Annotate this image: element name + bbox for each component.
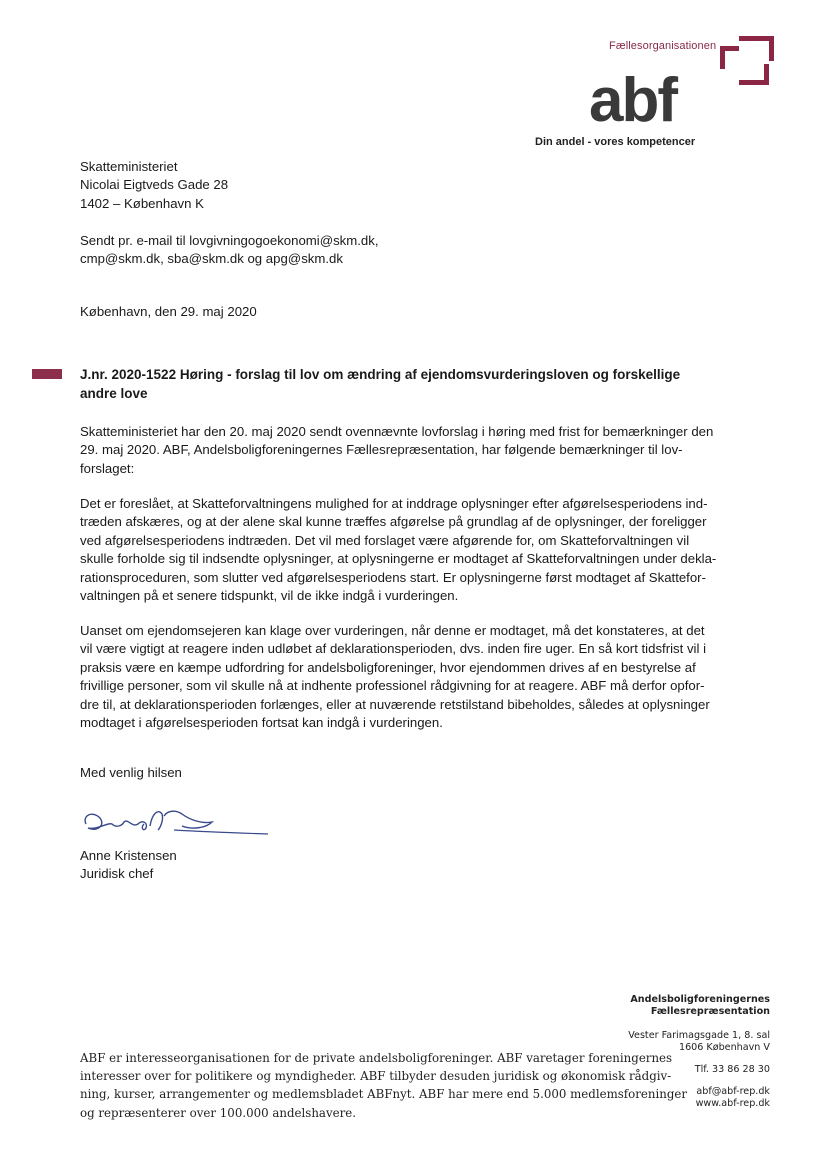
- logo-wordmark: abf: [589, 66, 676, 135]
- body-line: frivillige personer, som vil skulle nå at indhente professionel rådgivning for at reagere. ABF må derfor opfor-: [80, 678, 705, 694]
- recipient-line: Skatteministeriet: [80, 159, 178, 174]
- sent-via-line: Sendt pr. e-mail til lovgivningogoekonomi@skm.dk,: [80, 233, 379, 248]
- recipient-address: [80, 158, 228, 213]
- body-line: dre til, at deklarationsperioden forlænges, eller at nuværende retstilstand bibeholdes, således at oplysninger: [80, 696, 710, 712]
- subject-line: J.nr. 2020-1522 Høring - forslag til lov om ændring af ejendomsvurderingsloven og forskellige: [80, 367, 681, 382]
- date-line: København, den 29. maj 2020: [80, 304, 257, 319]
- contact-address-line: 1606 København V: [678, 1042, 770, 1053]
- sent-via-line: cmp@skm.dk, sba@skm.dk og apg@skm.dk: [80, 251, 343, 267]
- body-paragraph-1: [80, 423, 713, 478]
- contact-email[interactable]: abf@abf-rep.dk: [696, 1086, 770, 1097]
- contact-address-line: Vester Farimagsgade 1, 8. sal: [628, 1030, 770, 1041]
- footer-about-line: og repræsenterer over 100.000 andelshavere.: [80, 1105, 356, 1120]
- sent-via: [80, 232, 379, 269]
- handwritten-signature: [78, 800, 278, 842]
- body-line: valtningen på et senere tidspunkt, vil de ikke indgå i vurderingen.: [80, 588, 459, 604]
- logo-tagline: Din andel - vores kompetencer: [535, 136, 696, 148]
- recipient-line: 1402 – København K: [80, 195, 204, 211]
- footer-about: [80, 1049, 687, 1122]
- contact-phone: Tlf. 33 86 28 30: [694, 1064, 770, 1075]
- contact-org-line: Fællesrepræsentation: [650, 1006, 770, 1017]
- body-line: vil være vigtigt at reagere inden udløbet af deklarationsperioden, dvs. inden fire uger. En så kort tidsfrist vil i: [80, 641, 706, 657]
- body-line: Skatteministeriet har den 20. maj 2020 sendt ovennævnte lovforslag i høring med frist for bemærkninger den: [80, 424, 714, 439]
- body-paragraph-3: [80, 622, 710, 732]
- subject-line: andre love: [80, 386, 148, 401]
- body-line: rationsproceduren, som slutter ved afgørelsesperiodens start. Er oplysningerne først modtaget af Skattefor-: [80, 569, 706, 585]
- subject-marker: [32, 369, 62, 379]
- body-line: praksis være en kæmpe udfordring for andelsboligforeninger, hvor ejendommen drives af en bestyrelse af: [80, 659, 696, 675]
- body-paragraph-2: [80, 495, 716, 605]
- subject-heading: [80, 365, 680, 403]
- body-line: træden afskæres, og at der alene skal kunne træffes afgørelse på grundlag af de oplysninger, der foreligger: [80, 514, 707, 530]
- footer-about-line: ning, kurser, arrangementer og medlemsbladet ABFnyt. ABF har mere end 5.000 medlemsforeninger: [80, 1087, 688, 1102]
- footer-about-line: ABF er interesseorganisationen for de private andelsboligforeninger. ABF varetager foreningernes: [80, 1051, 673, 1065]
- signatory: [80, 847, 177, 884]
- signatory-name: Anne Kristensen: [80, 848, 177, 863]
- signatory-title: Juridisk chef: [80, 866, 154, 882]
- closing-line: Med venlig hilsen: [80, 765, 182, 780]
- body-line: Uanset om ejendomsejeren kan klage over vurderingen, når denne er modtaget, må det konstateres, at det: [80, 623, 705, 638]
- recipient-line: Nicolai Eigtveds Gade 28: [80, 177, 229, 193]
- body-line: skulle forholde sig til indsendte oplysninger, at oplysningerne er modtaget af Skatteforvaltningen under dekla-: [80, 551, 717, 567]
- footer-about-line: interesser over for politikere og myndigheder. ABF tilbyder desuden juridisk og økonomisk rådgiv-: [80, 1069, 672, 1084]
- logo-org-name: Fællesorganisationen: [609, 40, 717, 52]
- body-line: ved afgørelsesperiodens indtræden. Det vil med forslaget være afgørende for, om Skatteforvaltningen vil: [80, 532, 690, 548]
- body-line: Det er foreslået, at Skatteforvaltningens mulighed for at inddrage oplysninger efter afgørelsesperiodens ind-: [80, 496, 708, 511]
- body-line: forslaget:: [80, 460, 135, 476]
- contact-web[interactable]: www.abf-rep.dk: [695, 1098, 770, 1109]
- contact-org-line: Andelsboligforeningernes: [630, 994, 770, 1005]
- body-line: 29. maj 2020. ABF, Andelsboligforeningernes Fællesrepræsentation, har følgende bemærkninger til lov-: [80, 442, 683, 458]
- body-line: modtaget i afgørelsesperioden fortsat kan indgå i vurderingen.: [80, 715, 443, 731]
